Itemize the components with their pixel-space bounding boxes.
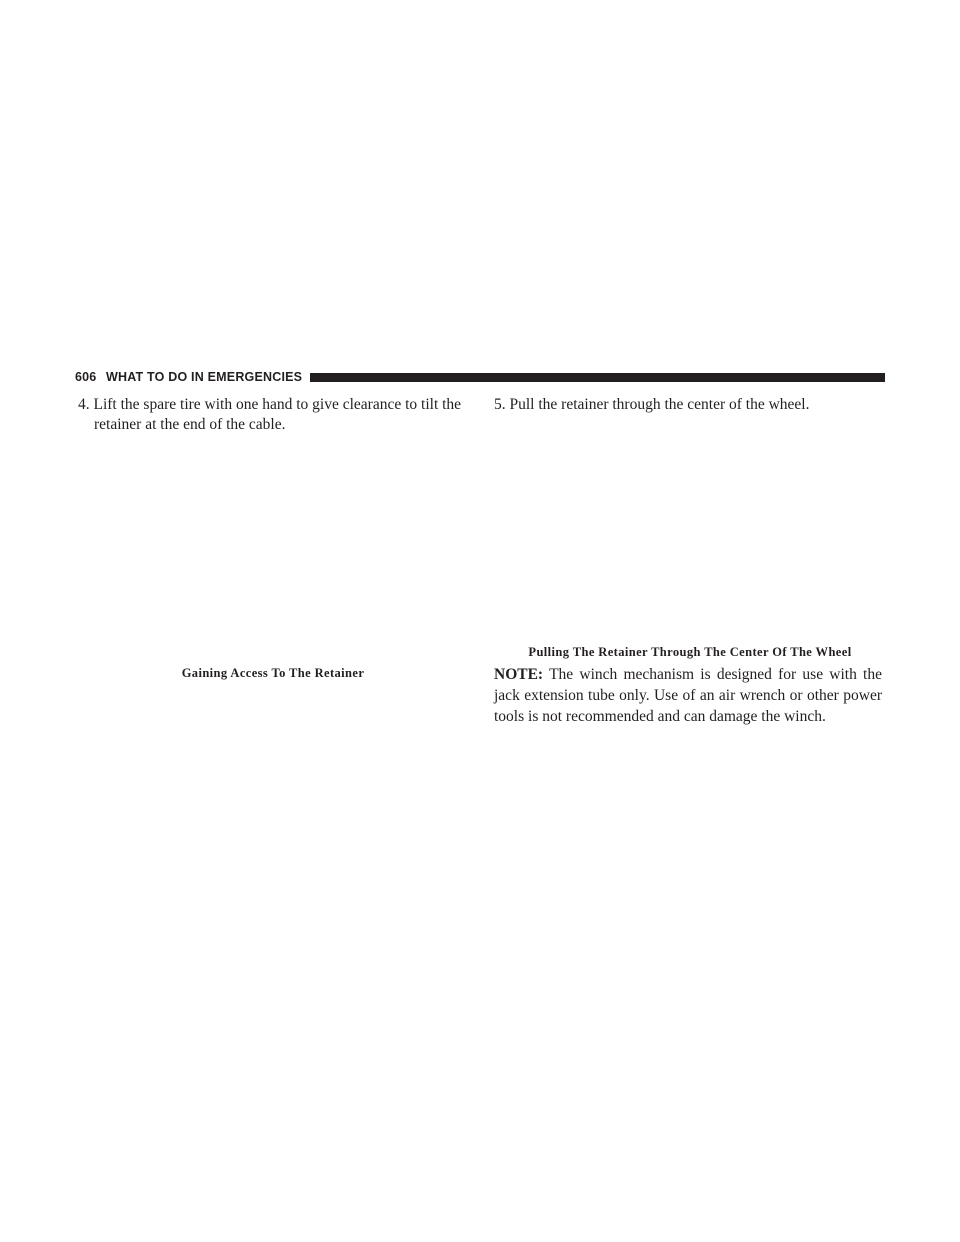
note-label: NOTE: [494, 666, 544, 683]
header-rule [310, 373, 885, 382]
section-title: WHAT TO DO IN EMERGENCIES [106, 370, 303, 384]
figure-caption-gaining-access: Gaining Access To The Retainer [181, 666, 365, 680]
figure-caption-pulling-retainer: Pulling The Retainer Through The Center Of The Wheel [528, 645, 852, 659]
note-text: The winch mechanism is designed for use with the jack extension tube only. Use of an air wrench or other power tools is not recommended and can damage the winch. [494, 666, 882, 725]
step-5-text: 5. Pull the retainer through the center of the wheel. [494, 396, 810, 413]
page-header [75, 369, 885, 387]
page-number: 606 [75, 370, 97, 384]
note-paragraph [494, 664, 882, 727]
step-4-text: 4. Lift the spare tire with one hand to give clearance to tilt the retainer at the end of the cable. [78, 396, 462, 433]
